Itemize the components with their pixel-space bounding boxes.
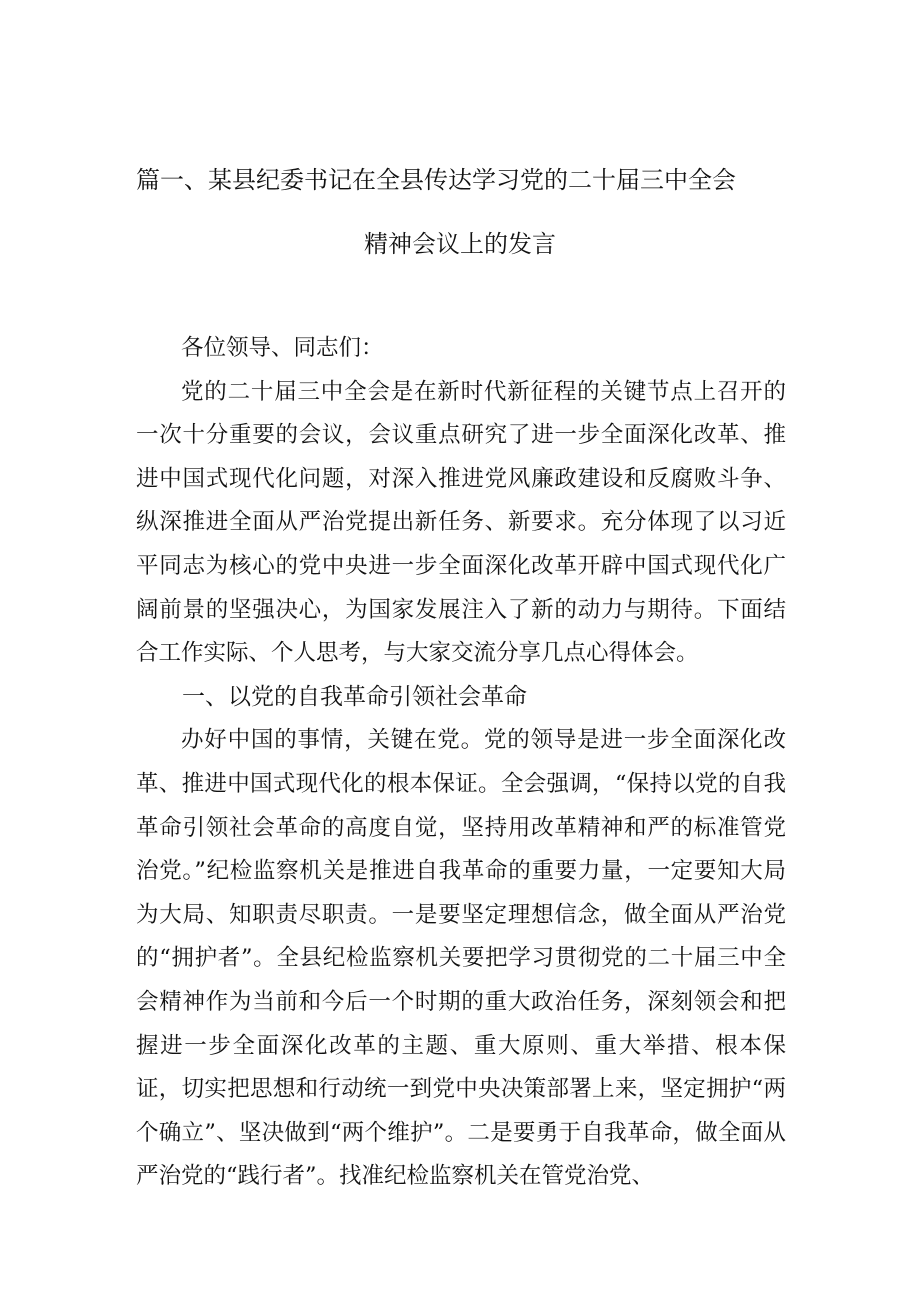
paragraph-intro: 党的二十届三中全会是在新时代新征程的关键节点上召开的一次十分重要的会议，会议重点研究了进一步全面深化改革、推进中国式现代化问题，对深入推进党风廉政建设和反腐败斗争、纵深推进全面从严治党提出新任务、新要求。充分体现了以习近平同志为核心的党中央进一步全面深化改革开辟中国式现代化广阔前景的坚强决心，为国家发展注入了新的动力与期待。下面结合工作实际、个人思考，与大家交流分享几点心得体会。 bbox=[136, 378, 786, 667]
paragraph-section-1: 办好中国的事情，关键在党。党的领导是进一步全面深化改革、推进中国式现代化的根本保证。全会强调，“保持以党的自我革命引领社会革命的高度自觉，坚持用改革精神和严的标准管党治党。”纪检监察机关是推进自我革命的重要力量，一定要知大局为大局、知职责尽职责。一是要坚定理想信念，做全面从严治党的“拥护者”。全县纪检监察机关要把学习贯彻党的二十届三中全会精神作为当前和今后一个时期的重大政治任务，深刻领会和把握进一步全面深化改革的主题、重大原则、重大举措、根本保证，切实把思想和行动统一到党中央决策部署上来，坚定拥护“两个确立”、坚决做到“两个维护”。二是要勇于自我革命，做全面从严治党的“践行者”。找准纪检监察机关在管党治党、 bbox=[136, 727, 786, 1190]
document-title-line1: 篇一、某县纪委书记在全县传达学习党的二十届三中全会 bbox=[136, 166, 736, 194]
salutation: 各位领导、同志们： bbox=[181, 335, 384, 361]
document-body bbox=[136, 327, 786, 1199]
section-heading-1: 一、以党的自我革命引领社会革命 bbox=[182, 683, 527, 710]
document-title-line2: 精神会议上的发言 bbox=[364, 230, 556, 258]
